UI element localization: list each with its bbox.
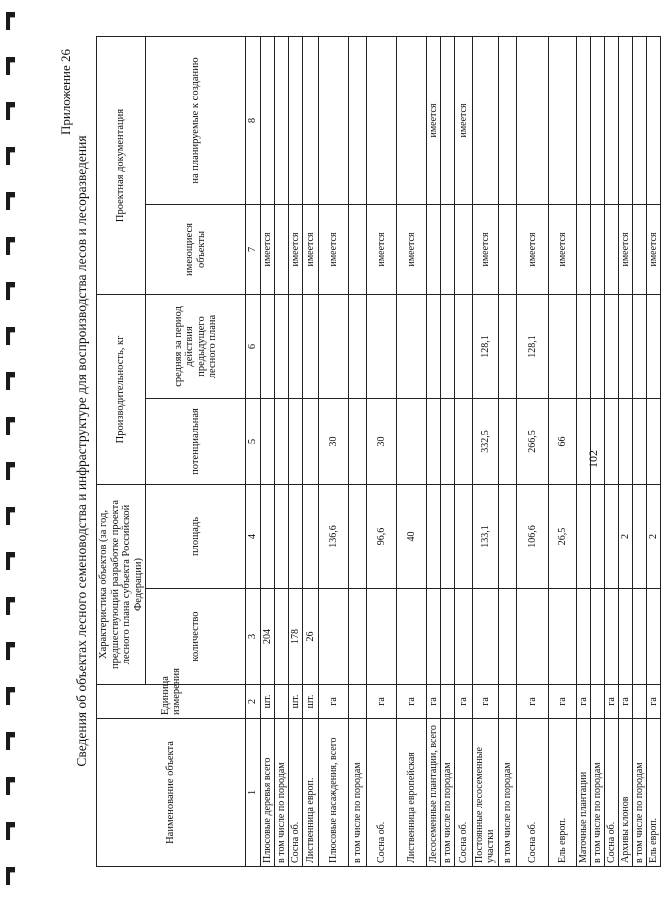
row-unit-cell	[632, 685, 646, 719]
row-average-cell	[646, 294, 660, 398]
row-planned-cell	[604, 36, 618, 204]
row-quantity-cell	[396, 589, 426, 685]
row-quantity-cell: 204	[260, 589, 274, 685]
row-name-cell: Сосна об.	[454, 719, 472, 867]
row-unit-cell: га	[318, 685, 348, 719]
row-quantity-cell	[646, 589, 660, 685]
row-quantity-cell	[548, 589, 576, 685]
row-planned-cell	[288, 36, 302, 204]
row-name-cell: Лиственница европ.	[302, 719, 318, 867]
header-potential: потенциальная	[146, 398, 246, 484]
row-area-cell: 133,1	[472, 484, 498, 588]
row-average-cell	[618, 294, 632, 398]
row-potential-cell: 266,5	[516, 398, 548, 484]
row-unit-cell: га	[516, 685, 548, 719]
row-area-cell: 2	[646, 484, 660, 588]
punch-hole-mark	[6, 12, 15, 30]
punch-hole-mark	[6, 327, 15, 345]
row-average-cell	[260, 294, 274, 398]
row-quantity-cell	[454, 589, 472, 685]
table-row	[632, 36, 646, 866]
row-existing-cell: имеется	[472, 204, 498, 294]
row-planned-cell	[366, 36, 396, 204]
row-planned-cell	[472, 36, 498, 204]
row-planned-cell	[632, 36, 646, 204]
row-unit-cell: га	[548, 685, 576, 719]
row-potential-cell	[348, 398, 366, 484]
row-average-cell	[440, 294, 454, 398]
row-average-cell	[632, 294, 646, 398]
row-existing-cell: имеется	[516, 204, 548, 294]
row-existing-cell: имеется	[288, 204, 302, 294]
table-row	[454, 36, 472, 866]
row-existing-cell: имеется	[548, 204, 576, 294]
row-area-cell	[260, 484, 274, 588]
row-quantity-cell	[440, 589, 454, 685]
row-unit-cell: га	[366, 685, 396, 719]
column-number: 6	[246, 294, 261, 398]
row-planned-cell	[498, 36, 516, 204]
row-name-cell: Лиственница европейская	[396, 719, 426, 867]
header-unit: Единица измерения	[97, 685, 246, 719]
row-area-cell: 136,6	[318, 484, 348, 588]
row-existing-cell	[274, 204, 288, 294]
row-area-cell: 26,5	[548, 484, 576, 588]
row-unit-cell: га	[618, 685, 632, 719]
row-potential-cell	[618, 398, 632, 484]
row-existing-cell: имеется	[366, 204, 396, 294]
table-row	[498, 36, 516, 866]
row-potential-cell	[454, 398, 472, 484]
row-planned-cell: имеется	[454, 36, 472, 204]
punch-hole-mark	[6, 777, 15, 795]
row-name-cell: Постоянные лесосеменные участки	[472, 719, 498, 867]
row-planned-cell	[646, 36, 660, 204]
table-row	[274, 36, 288, 866]
row-planned-cell	[396, 36, 426, 204]
row-name-cell: Архивы клонов	[618, 719, 632, 867]
row-average-cell	[454, 294, 472, 398]
row-average-cell: 128,1	[516, 294, 548, 398]
page-number: 102	[586, 450, 600, 468]
row-area-cell: 96,6	[366, 484, 396, 588]
row-quantity-cell	[318, 589, 348, 685]
column-number: 2	[246, 685, 261, 719]
row-area-cell	[288, 484, 302, 588]
row-unit-cell: шт.	[288, 685, 302, 719]
row-potential-cell	[260, 398, 274, 484]
row-unit-cell	[348, 685, 366, 719]
header-average: средняя за период действия предыдущего лесного плана	[146, 294, 246, 398]
table-row	[548, 36, 576, 866]
row-area-cell: 2	[618, 484, 632, 588]
table-row	[472, 36, 498, 866]
table-row	[440, 36, 454, 866]
row-area-cell	[604, 484, 618, 588]
row-name-cell: Лесосеменные плантации, всего	[426, 719, 440, 867]
row-average-cell	[288, 294, 302, 398]
row-name-cell: в том числе по породам	[440, 719, 454, 867]
row-average-cell	[426, 294, 440, 398]
header-area: площадь	[146, 484, 246, 588]
appendix-label: Приложение 26	[58, 49, 73, 136]
row-existing-cell	[604, 204, 618, 294]
row-planned-cell	[440, 36, 454, 204]
row-unit-cell: га	[604, 685, 618, 719]
punch-hole-mark	[6, 192, 15, 210]
row-potential-cell	[396, 398, 426, 484]
table-row	[516, 36, 548, 866]
row-area-cell: 106,6	[516, 484, 548, 588]
punch-holes-strip	[0, 0, 22, 905]
row-unit-cell: га	[472, 685, 498, 719]
row-quantity-cell: 178	[288, 589, 302, 685]
punch-hole-mark	[6, 507, 15, 525]
table-row	[604, 36, 618, 866]
punch-hole-mark	[6, 372, 15, 390]
page-title: Сведения об объектах лесного семеноводства и инфраструктуре для воспроизводства лесов и лесоразведения	[74, 135, 89, 767]
row-name-cell: Ель европ.	[646, 719, 660, 867]
punch-hole-mark	[6, 57, 15, 75]
row-unit-cell: га	[396, 685, 426, 719]
header-project-docs: Проектная документация	[97, 36, 146, 294]
table-row	[348, 36, 366, 866]
row-existing-cell	[632, 204, 646, 294]
row-existing-cell: имеется	[646, 204, 660, 294]
punch-hole-mark	[6, 147, 15, 165]
row-name-cell: Плюсовые насаждения, всего	[318, 719, 348, 867]
row-average-cell	[274, 294, 288, 398]
header-existing: имеющиеся объекты	[146, 204, 246, 294]
row-unit-cell	[440, 685, 454, 719]
row-planned-cell	[274, 36, 288, 204]
row-planned-cell: имеется	[426, 36, 440, 204]
seed-objects-table	[96, 36, 661, 867]
table-row	[426, 36, 440, 866]
punch-hole-mark	[6, 687, 15, 705]
column-number: 1	[246, 719, 261, 867]
row-quantity-cell	[472, 589, 498, 685]
table-row	[646, 36, 660, 866]
row-potential-cell	[440, 398, 454, 484]
row-potential-cell	[604, 398, 618, 484]
column-number: 3	[246, 589, 261, 685]
row-name-cell: в том числе по породам	[348, 719, 366, 867]
punch-hole-mark	[6, 597, 15, 615]
table-row	[288, 36, 302, 866]
punch-hole-mark	[6, 732, 15, 750]
row-potential-cell: 30	[366, 398, 396, 484]
row-area-cell	[302, 484, 318, 588]
row-unit-cell: га	[576, 685, 590, 719]
table-row	[618, 36, 632, 866]
row-unit-cell: га	[646, 685, 660, 719]
row-existing-cell: имеется	[302, 204, 318, 294]
punch-hole-mark	[6, 417, 15, 435]
row-potential-cell	[274, 398, 288, 484]
row-average-cell	[318, 294, 348, 398]
row-name-cell: в том числе по породам	[590, 719, 604, 867]
row-unit-cell: га	[426, 685, 440, 719]
row-potential-cell	[632, 398, 646, 484]
row-name-cell: Ель европ.	[548, 719, 576, 867]
row-existing-cell: имеется	[618, 204, 632, 294]
column-number: 7	[246, 204, 261, 294]
header-characteristics: Характеристика объектов (за год, предшествующий разработке проекта лесного плана субъекта Российской Федерации)	[97, 484, 146, 684]
header-name: Наименование объекта	[97, 719, 246, 867]
row-existing-cell	[440, 204, 454, 294]
row-area-cell	[632, 484, 646, 588]
row-average-cell	[604, 294, 618, 398]
punch-hole-mark	[6, 282, 15, 300]
row-planned-cell	[618, 36, 632, 204]
row-average-cell	[396, 294, 426, 398]
punch-hole-mark	[6, 642, 15, 660]
row-potential-cell	[302, 398, 318, 484]
table-row	[318, 36, 348, 866]
row-planned-cell	[516, 36, 548, 204]
column-number: 4	[246, 484, 261, 588]
row-unit-cell: шт.	[302, 685, 318, 719]
row-average-cell	[548, 294, 576, 398]
row-quantity-cell	[618, 589, 632, 685]
table-row	[366, 36, 396, 866]
punch-hole-mark	[6, 237, 15, 255]
row-unit-cell	[274, 685, 288, 719]
row-potential-cell	[646, 398, 660, 484]
punch-hole-mark	[6, 822, 15, 840]
row-potential-cell: 30	[318, 398, 348, 484]
row-quantity-cell	[604, 589, 618, 685]
row-name-cell: в том числе по породам	[498, 719, 516, 867]
row-unit-cell: га	[454, 685, 472, 719]
row-area-cell: 40	[396, 484, 426, 588]
row-quantity-cell	[426, 589, 440, 685]
row-existing-cell	[426, 204, 440, 294]
row-potential-cell	[288, 398, 302, 484]
row-average-cell	[302, 294, 318, 398]
row-quantity-cell	[274, 589, 288, 685]
row-name-cell: Плюсовые деревья всего	[260, 719, 274, 867]
row-unit-cell: шт.	[260, 685, 274, 719]
row-planned-cell	[260, 36, 274, 204]
row-quantity-cell	[366, 589, 396, 685]
row-existing-cell	[498, 204, 516, 294]
row-area-cell	[440, 484, 454, 588]
row-existing-cell: имеется	[260, 204, 274, 294]
row-quantity-cell	[516, 589, 548, 685]
row-planned-cell	[348, 36, 366, 204]
row-area-cell	[274, 484, 288, 588]
row-name-cell: Сосна об.	[366, 719, 396, 867]
row-area-cell	[498, 484, 516, 588]
header-quantity: количество	[146, 589, 246, 685]
row-existing-cell: имеется	[396, 204, 426, 294]
punch-hole-mark	[6, 867, 15, 885]
row-name-cell: Сосна об.	[516, 719, 548, 867]
row-potential-cell: 332,5	[472, 398, 498, 484]
row-potential-cell	[498, 398, 516, 484]
row-existing-cell: имеется	[318, 204, 348, 294]
punch-hole-mark	[6, 462, 15, 480]
row-quantity-cell	[498, 589, 516, 685]
row-average-cell	[498, 294, 516, 398]
row-planned-cell	[318, 36, 348, 204]
row-average-cell	[366, 294, 396, 398]
table-row	[260, 36, 274, 866]
row-existing-cell	[454, 204, 472, 294]
row-average-cell: 128,1	[472, 294, 498, 398]
row-potential-cell	[426, 398, 440, 484]
header-productivity: Производительность, кг	[97, 294, 146, 484]
row-planned-cell	[548, 36, 576, 204]
row-area-cell	[454, 484, 472, 588]
row-name-cell: Маточные плантации	[576, 719, 590, 867]
row-planned-cell	[302, 36, 318, 204]
table-row	[302, 36, 318, 866]
column-number: 8	[246, 36, 261, 204]
column-number: 5	[246, 398, 261, 484]
row-quantity-cell	[632, 589, 646, 685]
rotated-page	[58, 35, 659, 883]
table-row	[396, 36, 426, 866]
header-planned: на планируемые к созданию	[146, 36, 246, 204]
row-quantity-cell: 26	[302, 589, 318, 685]
punch-hole-mark	[6, 552, 15, 570]
row-quantity-cell	[348, 589, 366, 685]
row-area-cell	[348, 484, 366, 588]
row-area-cell	[426, 484, 440, 588]
row-existing-cell	[348, 204, 366, 294]
row-name-cell: Сосна об.	[604, 719, 618, 867]
row-average-cell	[348, 294, 366, 398]
row-unit-cell	[498, 685, 516, 719]
row-potential-cell: 66	[548, 398, 576, 484]
row-name-cell: Сосна об.	[288, 719, 302, 867]
punch-hole-mark	[6, 102, 15, 120]
row-name-cell: в том числе по породам	[274, 719, 288, 867]
row-name-cell: в том числе по породам	[632, 719, 646, 867]
